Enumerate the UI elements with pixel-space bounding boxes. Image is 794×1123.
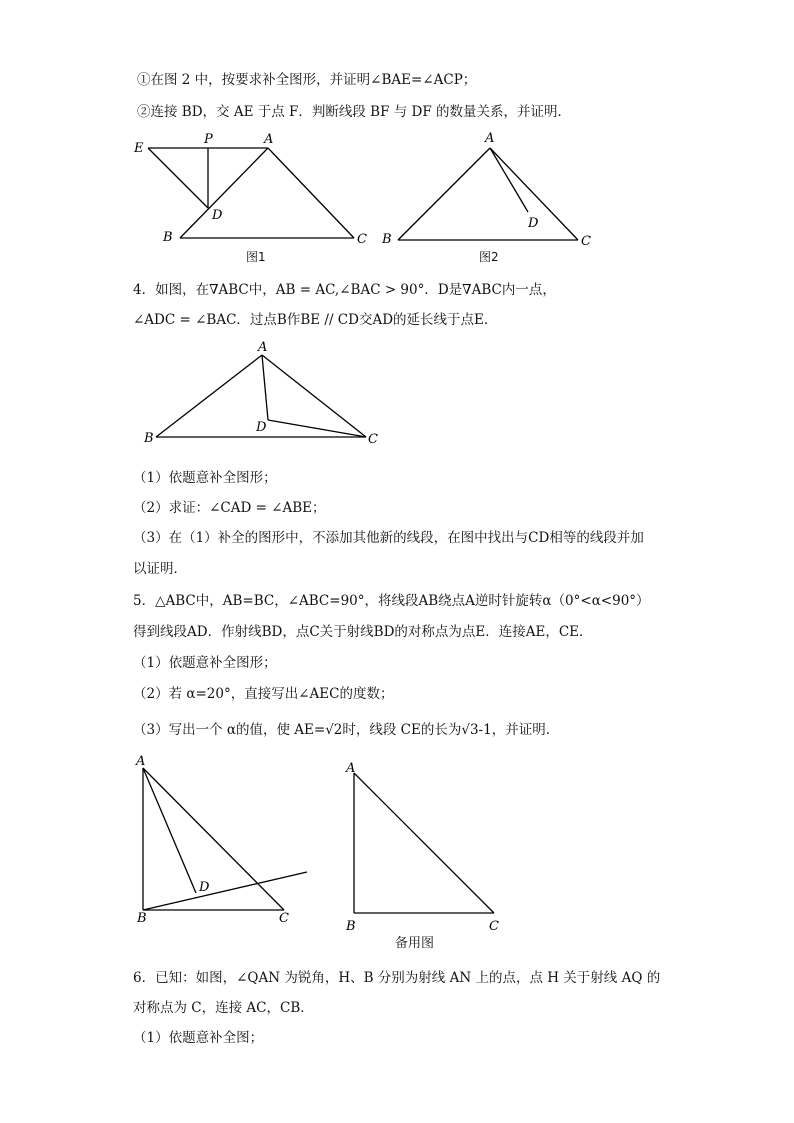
q3-part1: ①在图 2 中，按要求补全图形，并证明∠BAE=∠ACP；	[137, 72, 477, 88]
q4-item-2: （2）求证：∠CAD = ∠ABE；	[133, 500, 326, 516]
q5-line-2: 得到线段AD．作射线BD，点C关于射线BD的对称点为点E．连接AE，CE．	[133, 624, 593, 640]
q5-spare-label-A: A	[346, 761, 356, 776]
q6-line-1: 6．已知：如图，∠QAN 为锐角，H、B 分别为射线 AN 上的点，点 H 关于射线 AQ 的	[133, 970, 661, 986]
q4-item-1: （1）依题意补全图形；	[133, 470, 277, 486]
fig2-label-B: B	[382, 232, 392, 247]
q3-figure-2-caption: 图2	[479, 250, 499, 264]
q4-label-C: C	[368, 432, 378, 447]
q4-line-2: ∠ADC = ∠BAC．过点B作BE // CD交AD的延长线于点E．	[133, 312, 498, 328]
label-D: D	[212, 208, 223, 223]
q4-item-3: （3）在（1）补全的图形中，不添加其他新的线段，在图中找出与CD相等的线段并加	[133, 530, 644, 546]
q5-segment-AD	[143, 768, 196, 893]
fig2-label-C: C	[581, 234, 591, 249]
q4-label-D: D	[256, 420, 267, 435]
q5-item-1: （1）依题意补全图形；	[133, 655, 277, 671]
q5-spare-figure-caption: 备用图	[395, 936, 435, 951]
q5-line-1: 5．△ABC中，AB=BC，∠ABC=90°，将线段AB绕点A逆时针旋转α（0°<α<90°）	[133, 593, 650, 609]
q4-label-B: B	[144, 431, 154, 446]
q3-part2: ②连接 BD，交 AE 于点 F．判断线段 BF 与 DF 的数量关系，并证明．	[137, 104, 572, 120]
q6-line-2: 对称点为 C，连接 AC，CB．	[133, 1000, 314, 1016]
q5-segment-AC	[143, 768, 284, 910]
label-P: P	[204, 132, 213, 147]
q4-line-1: 4．如图，在∇ABC中，AB = AC,∠BAC > 90°．D是∇ABC内一点，	[133, 282, 556, 298]
label-C: C	[357, 232, 367, 247]
q4-label-A: A	[258, 340, 268, 355]
label-B: B	[163, 230, 173, 245]
q4-item-3-cont: 以证明．	[133, 561, 187, 577]
label-E: E	[134, 141, 144, 156]
fig2-label-A: A	[485, 131, 495, 146]
q5-ray-BD	[143, 872, 307, 910]
label-A: A	[264, 132, 274, 147]
q5-spare-label-C: C	[489, 919, 499, 934]
fig2-label-D: D	[528, 216, 539, 231]
q3-figure-1-caption: 图1	[246, 250, 266, 264]
q5-item-3: （3）写出一个 α的值，使 AE=√2时，线段 CE的长为√3-1，并证明．	[133, 722, 560, 738]
q5-spare-label-B: B	[346, 919, 356, 934]
q5-item-2: （2）若 α=20°，直接写出∠AEC的度数；	[133, 686, 394, 702]
q6-item-1: （1）依题意补全图；	[133, 1030, 264, 1046]
q5-label-D: D	[199, 880, 210, 895]
q5-label-C: C	[279, 911, 289, 926]
q5-spare-segment-AC	[354, 773, 494, 913]
q5-label-B: B	[137, 911, 147, 926]
q5-label-A: A	[136, 754, 146, 769]
